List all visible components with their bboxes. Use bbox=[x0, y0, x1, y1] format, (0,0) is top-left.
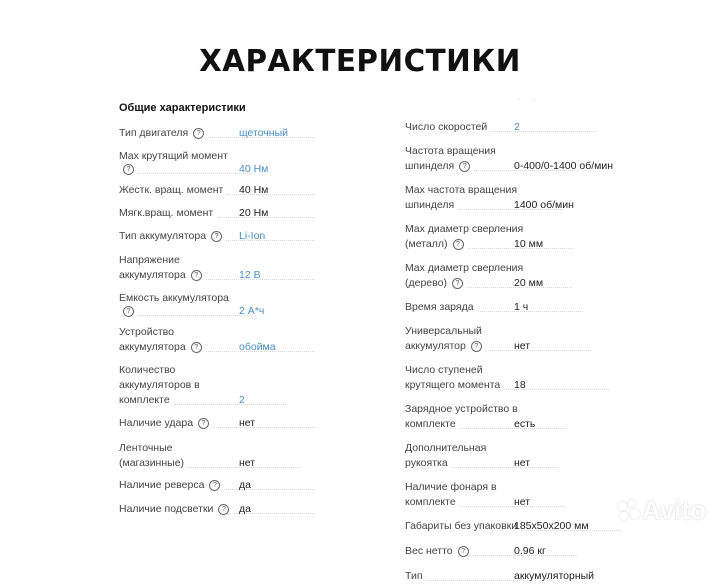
spec-value: да bbox=[239, 503, 251, 515]
help-question-icon[interactable]: ? bbox=[123, 306, 134, 317]
spec-label: аккумулятора bbox=[119, 269, 186, 281]
spec-row bbox=[119, 149, 319, 175]
spec-label: Max крутящий момент bbox=[119, 150, 228, 162]
spec-row bbox=[405, 300, 625, 315]
help-question-icon[interactable]: ? bbox=[458, 546, 469, 557]
spec-label: шпинделя bbox=[405, 160, 455, 172]
spec-label: Тип двигателя bbox=[119, 127, 189, 139]
spec-row bbox=[119, 291, 319, 317]
avito-wordmark: Avito bbox=[641, 495, 706, 525]
avito-logo-icon bbox=[618, 500, 640, 522]
spec-list-right bbox=[405, 120, 625, 584]
dotted-leader bbox=[174, 396, 286, 405]
spec-label: аккумуляторов в bbox=[119, 379, 200, 391]
spec-row bbox=[405, 480, 625, 510]
additional-specs-column bbox=[405, 120, 625, 584]
spec-row bbox=[119, 126, 319, 141]
spec-row bbox=[405, 222, 625, 252]
spec-label: Наличие фонаря в bbox=[405, 481, 497, 493]
spec-label: (металл) bbox=[405, 238, 448, 250]
help-question-icon[interactable]: ? bbox=[209, 480, 220, 491]
spec-label: комплекте bbox=[405, 496, 456, 508]
spec-label: Ленточные bbox=[119, 442, 173, 454]
spec-value-link[interactable]: 2 bbox=[239, 394, 245, 406]
spec-value: 20 мм bbox=[514, 277, 544, 289]
spec-label: (магазинные) bbox=[119, 457, 185, 469]
spec-row bbox=[119, 416, 319, 431]
spec-value: да bbox=[239, 479, 251, 491]
spec-label: аккумулятор bbox=[405, 340, 466, 352]
page-title: ХАРАКТЕРИСТИКИ bbox=[199, 44, 521, 79]
spec-label: крутящего момента bbox=[405, 379, 501, 391]
spec-row bbox=[119, 441, 319, 471]
avito-watermark bbox=[618, 495, 706, 526]
spec-row bbox=[119, 363, 319, 408]
spec-row bbox=[405, 144, 625, 174]
spec-label: Количество bbox=[119, 364, 176, 376]
spec-label: комплекте bbox=[405, 418, 456, 430]
spec-label: Частота вращения bbox=[405, 145, 496, 157]
spec-value-link[interactable]: Li-Ion bbox=[239, 230, 266, 242]
spec-label: рукоятка bbox=[405, 457, 448, 469]
dotted-leader bbox=[478, 303, 583, 312]
spec-row bbox=[119, 478, 319, 493]
dotted-leader bbox=[486, 342, 591, 351]
spec-value: есть bbox=[514, 418, 536, 430]
spec-value-link[interactable]: 12 В bbox=[239, 269, 261, 281]
spec-label: Тип аккумулятора bbox=[119, 230, 207, 242]
spec-row bbox=[405, 363, 625, 393]
spec-row bbox=[405, 441, 625, 471]
dotted-leader bbox=[460, 420, 565, 429]
general-specs-column bbox=[119, 101, 319, 517]
spec-list-left bbox=[119, 126, 319, 517]
spec-row bbox=[119, 206, 319, 221]
spec-value: 40 Нм bbox=[239, 184, 269, 196]
spec-value: 18 bbox=[514, 379, 526, 391]
spec-label: Наличие реверса bbox=[119, 479, 205, 491]
spec-label: Дополнительная bbox=[405, 442, 487, 454]
spec-value-link[interactable]: щеточный bbox=[239, 127, 288, 139]
spec-value: аккумуляторный bbox=[514, 570, 595, 582]
help-question-icon[interactable]: ? bbox=[471, 341, 482, 352]
spec-value: 185x50x200 мм bbox=[514, 520, 589, 532]
spec-row bbox=[119, 502, 319, 517]
help-question-icon[interactable]: ? bbox=[218, 504, 229, 515]
spec-value: 0-400/0-1400 об/мин bbox=[514, 160, 614, 172]
spec-label: Емкость аккумулятора bbox=[119, 292, 229, 304]
spec-value: нет bbox=[514, 496, 531, 508]
spec-row bbox=[405, 402, 625, 432]
spec-label: Время заряда bbox=[405, 301, 474, 313]
spec-row bbox=[405, 544, 625, 559]
spec-label: Мягк.вращ. момент bbox=[119, 207, 214, 219]
spec-row bbox=[405, 519, 625, 534]
spec-row bbox=[405, 324, 625, 354]
spec-value: нет bbox=[239, 417, 256, 429]
dotted-leader bbox=[213, 419, 315, 428]
spec-label: Универсальный bbox=[405, 325, 482, 337]
spec-label: Наличие подсветки bbox=[119, 503, 214, 515]
spec-value: 0.96 кг bbox=[514, 545, 546, 557]
spec-row bbox=[405, 120, 625, 135]
spec-label: Жестк. вращ. момент bbox=[119, 184, 224, 196]
spec-value: 10 мм bbox=[514, 238, 544, 250]
spec-value: 1400 об/мин bbox=[514, 199, 574, 211]
help-question-icon[interactable]: ? bbox=[193, 128, 204, 139]
help-question-icon[interactable]: ? bbox=[123, 164, 134, 175]
spec-row bbox=[405, 183, 625, 213]
spec-label: Число ступеней bbox=[405, 364, 483, 376]
help-question-icon[interactable]: ? bbox=[191, 270, 202, 281]
spec-value: нет bbox=[239, 457, 256, 469]
help-question-icon[interactable]: ? bbox=[191, 342, 202, 353]
spec-label: Устройство bbox=[119, 326, 174, 338]
spec-label: Max диаметр сверления bbox=[405, 223, 524, 235]
spec-row bbox=[405, 569, 625, 584]
spec-value: 1 ч bbox=[514, 301, 529, 313]
spec-label: Габариты без упаковки bbox=[405, 520, 518, 532]
spec-label: Зарядное устройство в bbox=[405, 403, 518, 415]
spec-label: (дерево) bbox=[405, 277, 447, 289]
spec-label: Число скоростей bbox=[405, 121, 488, 133]
spec-label: Вес нетто bbox=[405, 545, 453, 557]
spec-value: 20 Нм bbox=[239, 207, 269, 219]
dotted-leader bbox=[460, 498, 565, 507]
spec-row bbox=[119, 253, 319, 283]
spec-value-link[interactable]: обойма bbox=[239, 341, 276, 353]
spec-row bbox=[119, 183, 319, 198]
dotted-leader bbox=[452, 459, 557, 468]
spec-label: аккумулятора bbox=[119, 341, 186, 353]
spec-value: нет bbox=[514, 340, 531, 352]
spec-value-link[interactable]: 2 А*ч bbox=[239, 305, 265, 317]
cropped-text-fragment: · · bbox=[518, 97, 536, 103]
spec-label: Наличие удара bbox=[119, 417, 194, 429]
spec-value: нет bbox=[514, 457, 531, 469]
help-question-icon[interactable]: ? bbox=[459, 161, 470, 172]
help-question-icon[interactable]: ? bbox=[198, 418, 209, 429]
dotted-leader bbox=[224, 481, 315, 490]
spec-row bbox=[119, 229, 319, 244]
spec-label: Max диаметр сверления bbox=[405, 262, 524, 274]
dotted-leader bbox=[491, 123, 596, 132]
help-question-icon[interactable]: ? bbox=[211, 231, 222, 242]
section-heading: Общие характеристики bbox=[119, 102, 246, 114]
spec-label: Тип bbox=[405, 570, 423, 582]
spec-value-link[interactable]: 2 bbox=[514, 121, 520, 133]
spec-label: Max частота вращения bbox=[405, 184, 518, 196]
spec-row bbox=[405, 261, 625, 291]
dotted-leader bbox=[138, 165, 250, 174]
spec-label: шпинделя bbox=[405, 199, 455, 211]
spec-label: Напряжение bbox=[119, 254, 180, 266]
dotted-leader bbox=[138, 307, 250, 316]
spec-row bbox=[119, 325, 319, 355]
help-question-icon[interactable]: ? bbox=[452, 278, 463, 289]
spec-value-link[interactable]: 40 Нм bbox=[239, 163, 269, 175]
spec-label: комплекте bbox=[119, 394, 170, 406]
help-question-icon[interactable]: ? bbox=[453, 239, 464, 250]
